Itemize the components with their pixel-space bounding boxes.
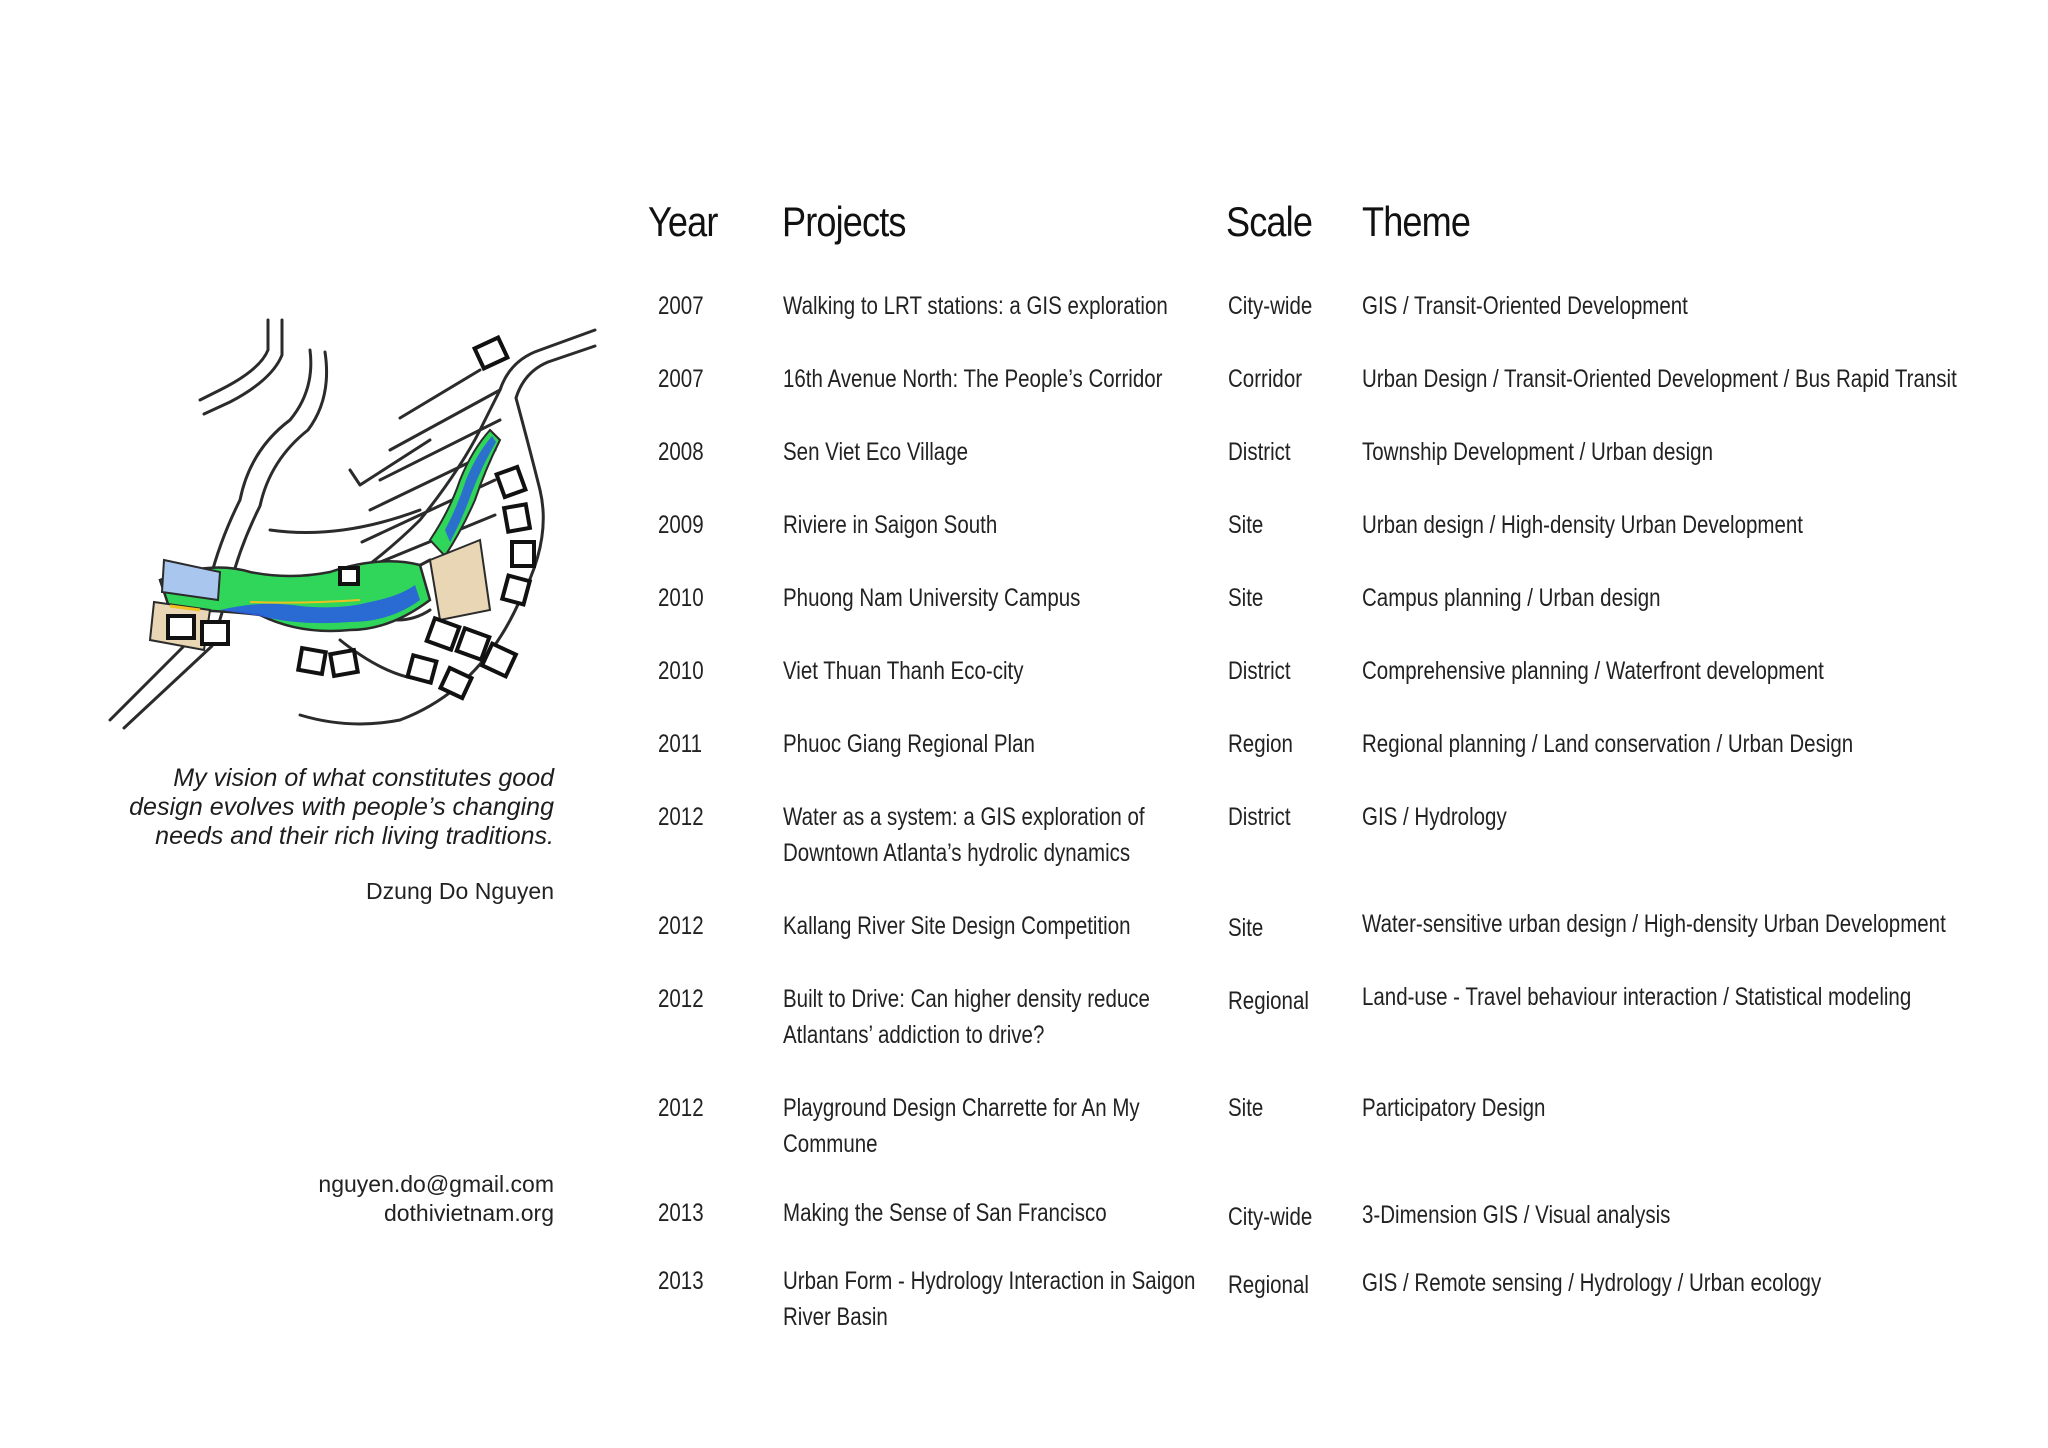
project-cell xyxy=(783,1090,1140,1162)
quote-line: needs and their rich living traditions. xyxy=(155,822,554,850)
theme-cell: Urban Design / Transit-Oriented Development / Bus Rapid Transit xyxy=(1362,365,1957,393)
project-line: River Basin xyxy=(783,1303,888,1331)
scale-cell: Site xyxy=(1228,584,1264,612)
scale-cell: Corridor xyxy=(1228,365,1303,393)
theme-cell: Participatory Design xyxy=(1362,1094,1546,1122)
scale-cell: Regional xyxy=(1228,1271,1309,1299)
theme-cell: Comprehensive planning / Waterfront development xyxy=(1362,657,1824,685)
scale-cell: City-wide xyxy=(1228,292,1313,320)
year-cell: 2011 xyxy=(658,730,703,758)
theme-cell: GIS / Hydrology xyxy=(1362,803,1507,831)
year-cell: 2009 xyxy=(658,511,704,539)
scale-cell: District xyxy=(1228,438,1291,466)
email-link[interactable]: nguyen.do@gmail.com xyxy=(318,1171,554,1197)
project-cell xyxy=(783,1195,1107,1231)
year-cell: 2007 xyxy=(658,365,704,393)
urban-plan-sketch xyxy=(100,310,600,750)
year-cell: 2012 xyxy=(658,985,704,1013)
theme-cell: Land-use - Travel behaviour interaction / Statistical modeling xyxy=(1362,983,1912,1011)
scale-cell: Regional xyxy=(1228,987,1309,1015)
project-line: Built to Drive: Can higher density reduce xyxy=(783,985,1150,1013)
theme-cell: Campus planning / Urban design xyxy=(1362,584,1661,612)
project-cell xyxy=(783,434,968,470)
author-name: Dzung Do Nguyen xyxy=(366,878,554,904)
project-line: Commune xyxy=(783,1130,878,1158)
project-cell xyxy=(783,908,1131,944)
year-cell: 2012 xyxy=(658,803,704,831)
project-cell xyxy=(783,726,1035,762)
year-cell: 2007 xyxy=(658,292,704,320)
year-cell: 2013 xyxy=(658,1199,704,1227)
project-cell xyxy=(783,507,997,543)
project-line: Sen Viet Eco Village xyxy=(783,438,969,466)
project-line: Viet Thuan Thanh Eco-city xyxy=(783,657,1024,685)
project-line: Playground Design Charrette for An My xyxy=(783,1094,1140,1122)
year-cell: 2013 xyxy=(658,1267,704,1295)
header-scale: Scale xyxy=(1226,198,1313,245)
website-link[interactable]: dothivietnam.org xyxy=(383,1200,554,1226)
project-line: Riviere in Saigon South xyxy=(783,511,998,539)
scale-cell: City-wide xyxy=(1228,1203,1313,1231)
project-line: Downtown Atlanta’s hydrolic dynamics xyxy=(783,839,1131,867)
theme-cell: GIS / Transit-Oriented Development xyxy=(1362,292,1688,320)
header-projects: Projects xyxy=(782,198,906,245)
scale-cell: Site xyxy=(1228,511,1264,539)
theme-cell: 3-Dimension GIS / Visual analysis xyxy=(1362,1201,1671,1229)
project-line: Phuong Nam University Campus xyxy=(783,584,1081,612)
project-line: Atlantans’ addiction to drive? xyxy=(783,1021,1045,1049)
project-cell xyxy=(783,799,1145,871)
project-cell xyxy=(783,653,1023,689)
quote-line: My vision of what constitutes good xyxy=(173,764,554,792)
project-cell xyxy=(783,981,1150,1053)
scale-cell: Site xyxy=(1228,914,1264,942)
project-cell xyxy=(783,361,1162,397)
project-cell xyxy=(783,580,1080,616)
theme-cell: Regional planning / Land conservation / Urban Design xyxy=(1362,730,1854,758)
year-cell: 2010 xyxy=(658,584,704,612)
quote-line: design evolves with people’s changing xyxy=(129,793,554,821)
project-line: Walking to LRT stations: a GIS exploration xyxy=(783,292,1168,320)
project-line: Making the Sense of San Francisco xyxy=(783,1199,1107,1227)
theme-cell: Township Development / Urban design xyxy=(1362,438,1713,466)
theme-cell: GIS / Remote sensing / Hydrology / Urban ecology xyxy=(1362,1269,1822,1297)
header-year: Year xyxy=(648,198,718,245)
year-cell: 2012 xyxy=(658,1094,704,1122)
project-line: Water as a system: a GIS exploration of xyxy=(783,803,1145,831)
theme-cell: Urban design / High-density Urban Development xyxy=(1362,511,1803,539)
project-line: Kallang River Site Design Competition xyxy=(783,912,1131,940)
year-cell: 2008 xyxy=(658,438,704,466)
scale-cell: District xyxy=(1228,657,1291,685)
project-line: Urban Form - Hydrology Interaction in Saigon xyxy=(783,1267,1196,1295)
vision-quote xyxy=(80,764,554,851)
year-cell: 2010 xyxy=(658,657,704,685)
scale-cell: District xyxy=(1228,803,1291,831)
project-line: Phuoc Giang Regional Plan xyxy=(783,730,1035,758)
project-cell xyxy=(783,1263,1195,1335)
header-theme: Theme xyxy=(1362,198,1471,245)
project-line: 16th Avenue North: The People’s Corridor xyxy=(783,365,1163,393)
contact-info xyxy=(200,1170,554,1228)
year-cell: 2012 xyxy=(658,912,704,940)
theme-cell: Water-sensitive urban design / High-density Urban Development xyxy=(1362,910,1946,938)
project-cell xyxy=(783,288,1168,324)
scale-cell: Site xyxy=(1228,1094,1264,1122)
scale-cell: Region xyxy=(1228,730,1293,758)
